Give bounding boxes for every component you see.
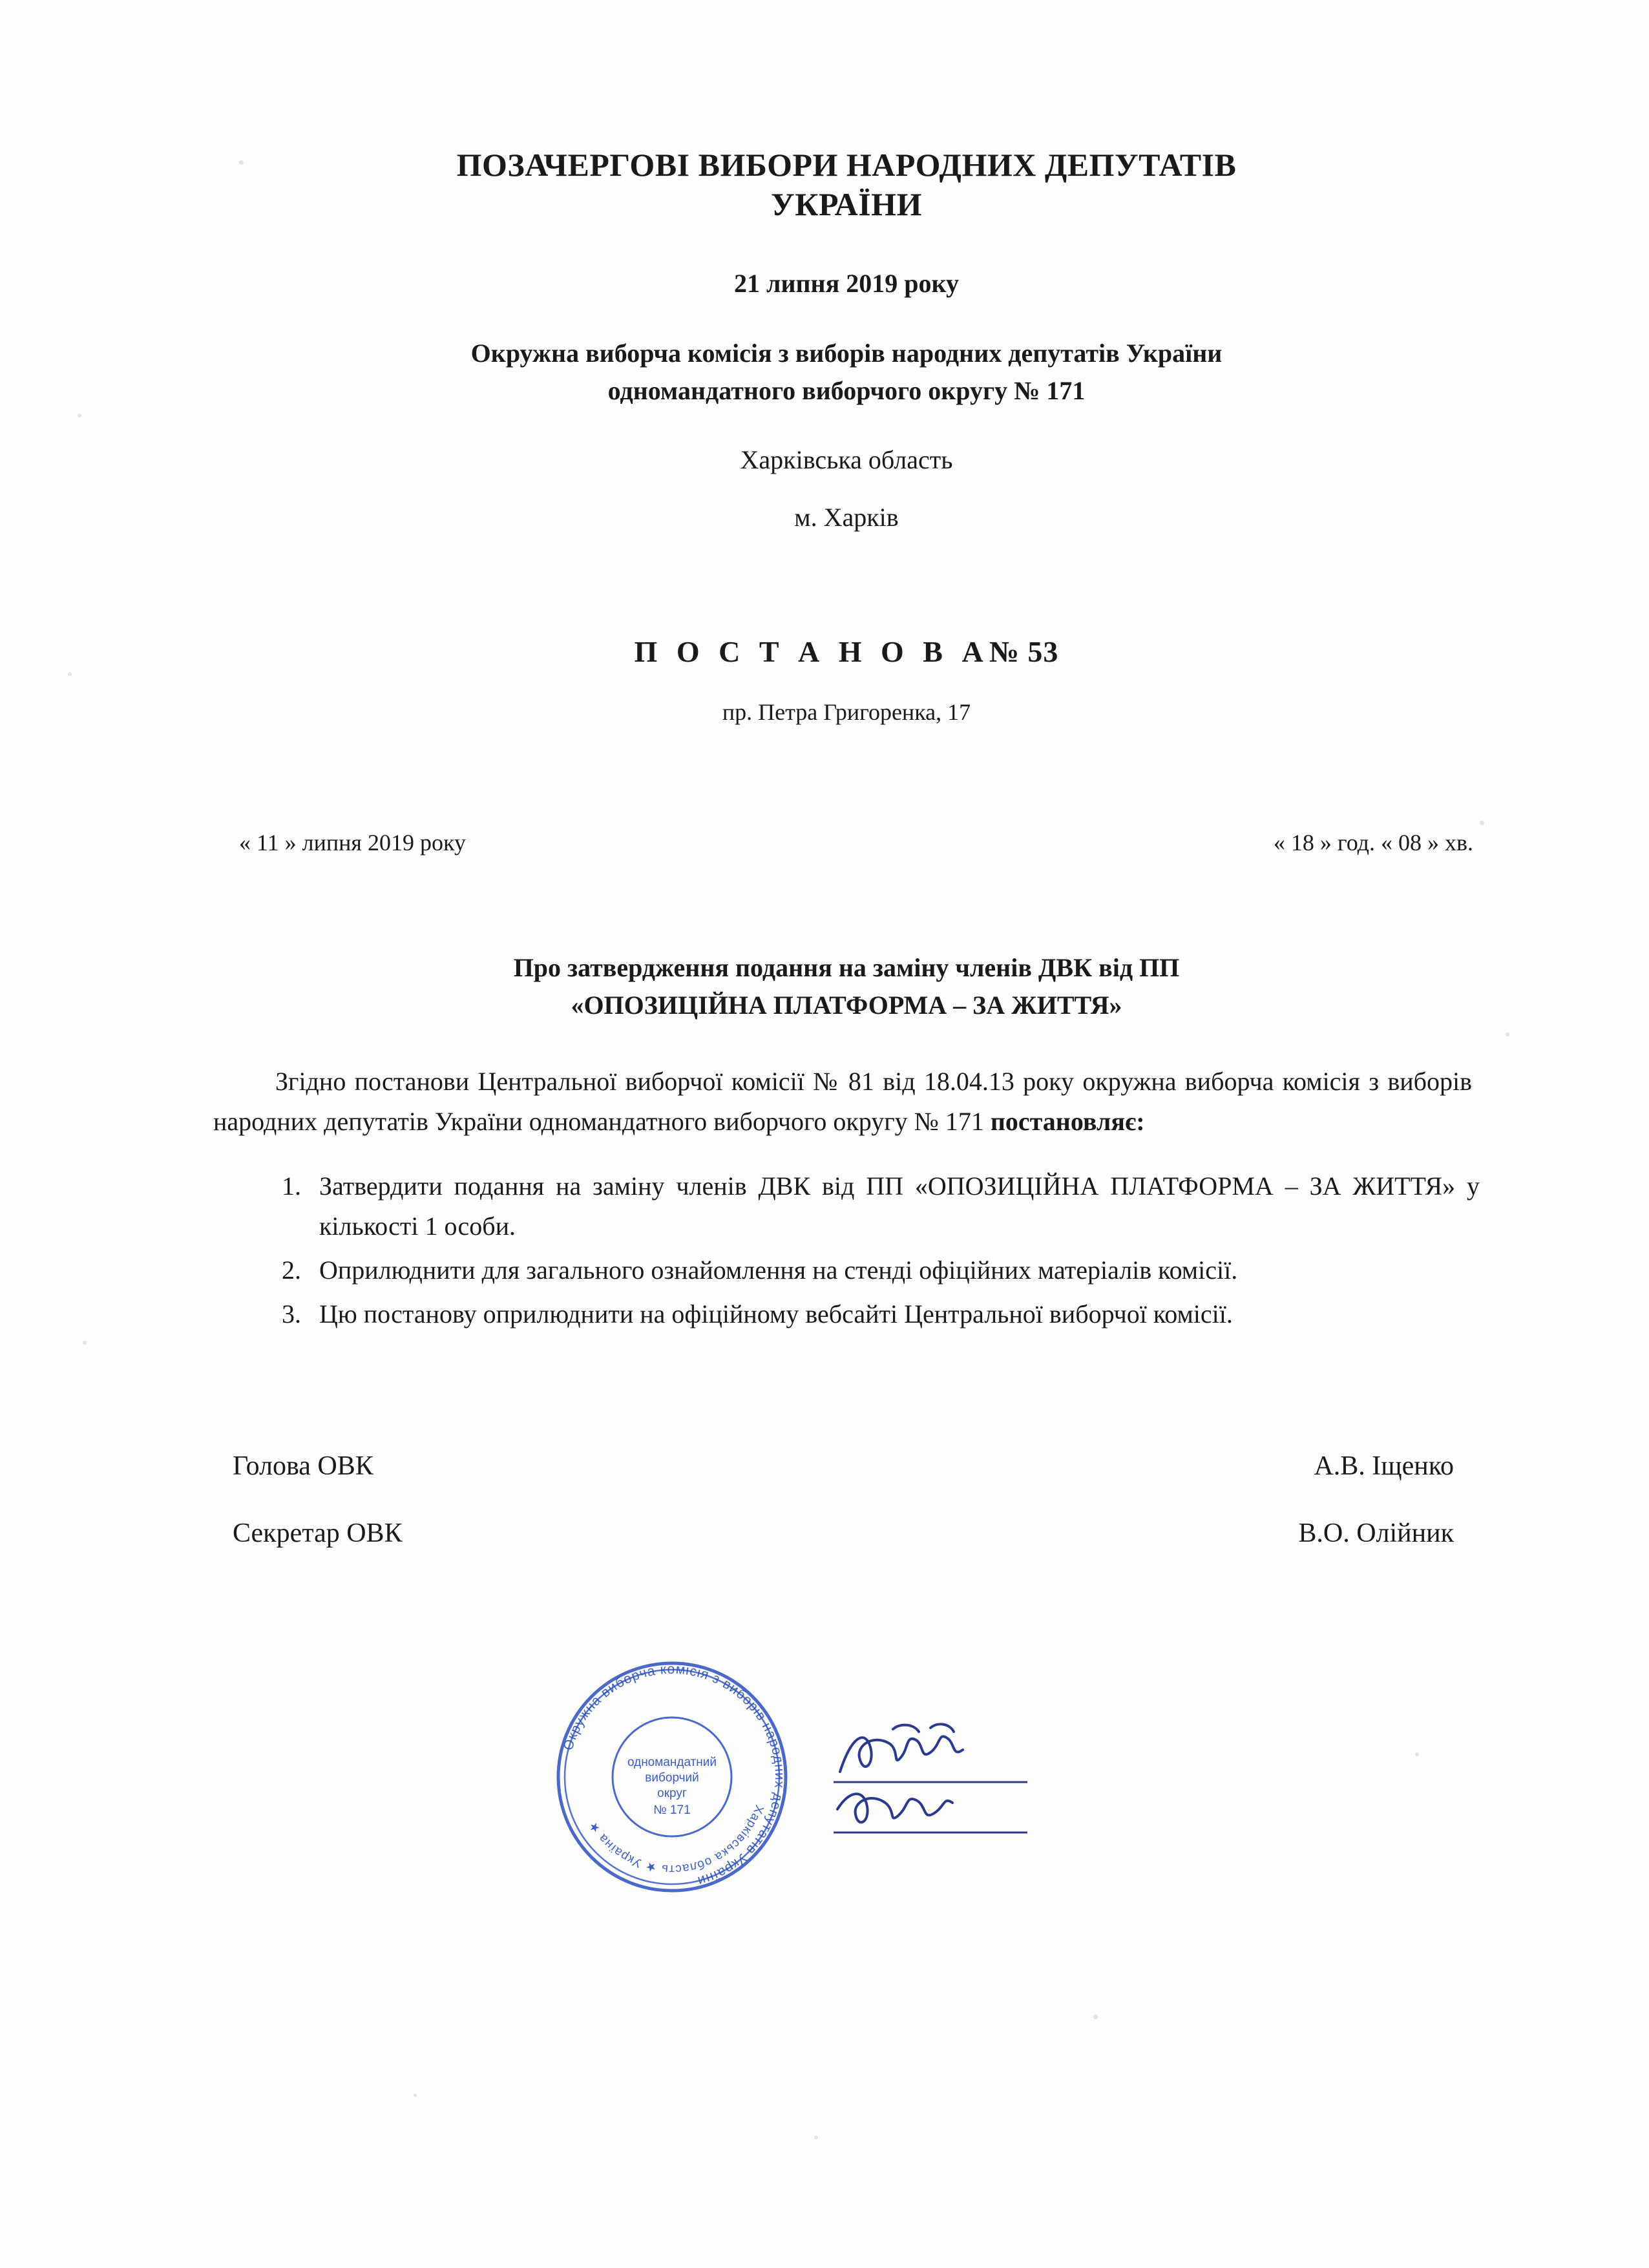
resolution-number: № 53 <box>989 635 1059 668</box>
meta-row <box>213 829 1480 864</box>
signature-block <box>213 1451 1480 1599</box>
subject-line2: «ОПОЗИЦІЙНА ПЛАТФОРМА – ЗА ЖИТТЯ» <box>571 991 1122 1020</box>
svg-text:округ: округ <box>657 1787 687 1800</box>
svg-text:одномандатний: одномандатний <box>627 1756 717 1769</box>
document-body <box>213 0 1480 1599</box>
signature-row <box>213 1518 1480 1585</box>
scan-speck <box>83 1341 87 1345</box>
signature-role: Секретар ОВК <box>233 1518 403 1548</box>
svg-text:виборчий: виборчий <box>645 1771 699 1785</box>
signature-row <box>213 1451 1480 1518</box>
region-label: Харківська область <box>740 445 953 474</box>
svg-text:Харківська область ★ Україна: Харківська область ★ Україна ★ <box>585 1803 766 1876</box>
scan-speck <box>1093 2015 1098 2019</box>
document-title-line1: ПОЗАЧЕРГОВІ ВИБОРИ НАРОДНИХ ДЕПУТАТІВ <box>456 147 1237 183</box>
resolution-word: П О С Т А Н О В А <box>634 635 989 668</box>
document-title <box>213 145 1480 224</box>
election-date: 21 липня 2019 року <box>734 269 959 298</box>
signature-role: Голова ОВК <box>233 1451 373 1481</box>
scan-speck <box>1480 821 1484 825</box>
resolution-items <box>213 1166 1480 1334</box>
resolution-heading <box>213 635 1480 669</box>
list-item: 2. Оприлюднити для загального ознайомлення на стенді офіційних матеріалів комісії. <box>308 1250 1480 1290</box>
official-stamp <box>546 1651 798 1903</box>
commission-line1: Окружна виборча комісія з виборів народних депутатів України <box>470 339 1223 368</box>
signature-name: А.В. Іщенко <box>1314 1451 1454 1481</box>
adoption-time: « 18 » год. « 08 » хв. <box>1273 830 1473 856</box>
commission-block <box>213 335 1480 410</box>
adoption-date: « 11 » липня 2019 року <box>239 830 466 856</box>
handwritten-signatures <box>834 1712 1047 1854</box>
scan-speck <box>814 2136 818 2139</box>
signature-name: В.О. Олійник <box>1298 1518 1454 1548</box>
list-item: 1. Затвердити подання на заміну членів ДВК від ПП «ОПОЗИЦІЙНА ПЛАТФОРМА – ЗА ЖИТТЯ» у кількості 1 особи. <box>308 1166 1480 1246</box>
scan-speck <box>1415 1752 1419 1756</box>
commission-address: пр. Петра Григоренка, 17 <box>722 699 971 725</box>
preamble-text: Згідно постанови Центральної виборчої комісії № 81 від 18.04.13 року окружна виборча комісія з виборів народних депутатів України одномандатного виборчого округу № 171 <box>213 1067 1472 1136</box>
commission-line2: одномандатного виборчого округу № 171 <box>607 376 1086 405</box>
scan-speck <box>1506 1033 1509 1036</box>
scan-speck <box>68 672 72 676</box>
preamble-paragraph <box>213 1062 1480 1142</box>
subject-heading <box>213 949 1480 1024</box>
svg-text:Окружна виборча комісія з вибо: Окружна виборча комісія з виборів народних депутатів України <box>560 1661 788 1889</box>
city-label: м. Харків <box>794 503 899 532</box>
scan-speck <box>414 2094 417 2097</box>
preamble-bold: постановляє: <box>990 1107 1145 1136</box>
document-title-line2: УКРАЇНИ <box>771 186 922 222</box>
scan-speck <box>78 414 81 417</box>
svg-text:№ 171: № 171 <box>653 1803 691 1817</box>
list-item: 3. Цю постанову оприлюднити на офіційному вебсайті Центральної виборчої комісії. <box>308 1294 1480 1334</box>
subject-line1: Про затвердження подання на заміну членів ДВК від ПП <box>513 953 1180 982</box>
